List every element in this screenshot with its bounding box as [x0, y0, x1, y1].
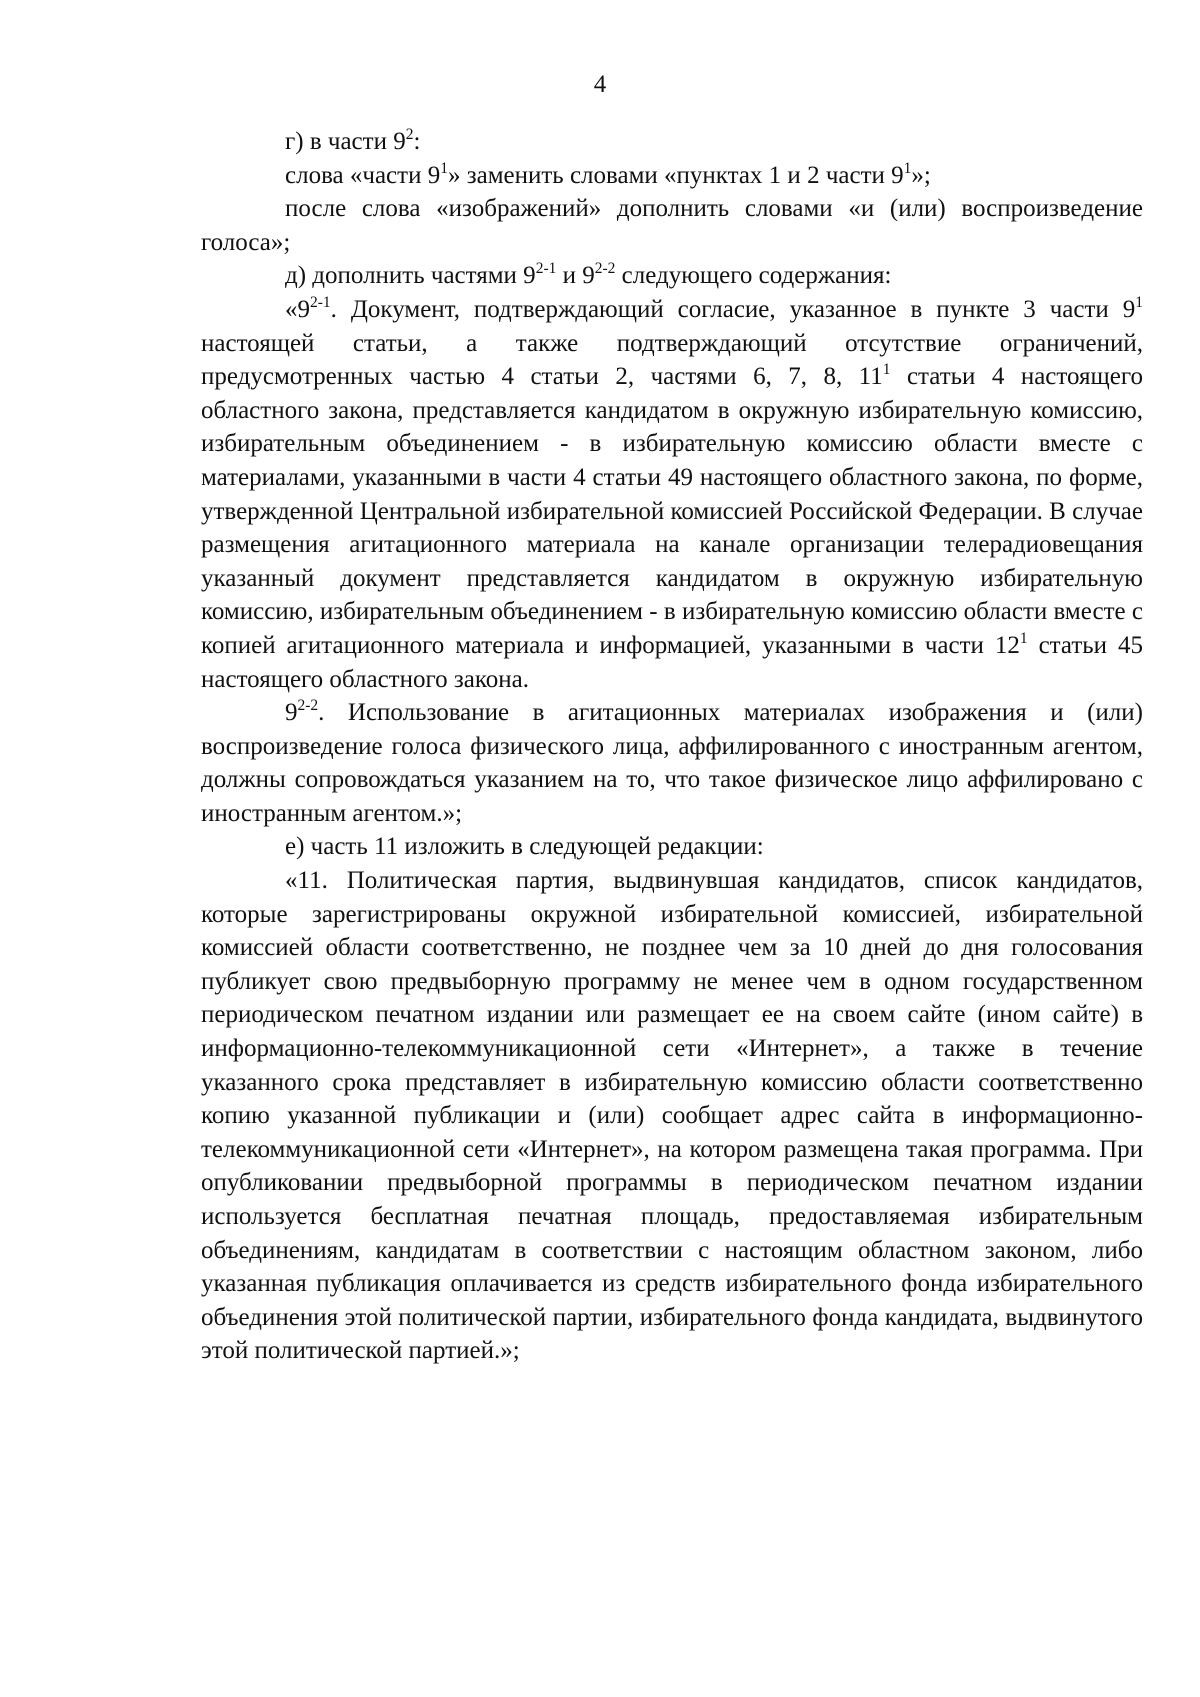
superscript: 2-2 — [297, 697, 319, 714]
paragraph — [201, 125, 1143, 159]
paragraph — [201, 159, 1143, 193]
superscript: 1 — [1019, 629, 1028, 647]
page-number: 4 — [593, 71, 607, 98]
text-run: д) дополнить частями 9 — [285, 262, 536, 290]
text-run: »; — [911, 161, 931, 189]
paragraph — [201, 259, 1143, 293]
superscript: 1 — [882, 361, 891, 379]
paragraph — [201, 192, 1143, 259]
text-run: после слова «изображений» дополнить словами «и (или) воспроизведение голоса»; — [201, 195, 1143, 256]
superscript: 1 — [903, 159, 912, 177]
text-run: . Документ, подтверждающий согласие, указанное в пункте 3 части 9 — [330, 295, 1136, 323]
paragraph — [201, 696, 1143, 830]
text-run: . Использование в агитационных материалах изображения и (или) воспроизведение голоса физического лица, аффилированного с иностранным агентом, должны сопровождаться указанием на то, что такое физическое лицо аффилировано с иностранным агентом.»; — [201, 699, 1143, 827]
text-run: 9 — [285, 699, 298, 727]
paragraph — [201, 293, 1143, 696]
text-run: следующего содержания: — [615, 262, 892, 290]
superscript: 2-1 — [310, 293, 331, 311]
text-run: «11. Политическая партия, выдвинувшая кандидатов, список кандидатов, которые зарегистрированы окружной избирательной комиссией, избирательной комиссией области соответственно, не позднее чем за 10 дней до дня голосования публикует свою предвыборную программу не менее чем в одном государственном периодическом печатном издании или размещает ее на своем сайте (ином сайте) в информационно-телекоммуникационной сети «Интернет», а также в течение указанного срока представляет в избирательную комиссию области соответственно копию указанной публикации и (или) сообщает адрес сайта в информационно-телекоммуникационной сети «Интернет», на котором размещена такая программа. При опубликовании предвыборной программы в периодическом печатном издании используется бесплатная печатная площадь, предоставляемая избирательным объединениям, кандидатам в соответствии с настоящим областном законом, либо указанная публикация оплачивается из средств избирательного фонда избирательного объединения этой политической партии, избирательного фонда кандидата, выдвинутого этой политической партией.»; — [201, 867, 1143, 1365]
text-run: г) в части 9 — [285, 128, 406, 155]
text-run: : — [413, 128, 421, 155]
text-run: настоящей статьи, а также подтверждающий отсутствие ограничений, предусмотренных частью 4 статьи 2, частями 6, 7, 8, 11 — [201, 329, 1143, 391]
text-run: «9 — [285, 295, 310, 323]
paragraph — [201, 830, 1143, 864]
superscript: 2-2 — [594, 260, 616, 278]
superscript: 1 — [1135, 293, 1143, 311]
superscript: 2-1 — [535, 260, 557, 278]
text-run: и 9 — [556, 262, 595, 290]
text-run: статьи 45 настоящего областного закона. — [201, 631, 1143, 693]
paragraph — [201, 864, 1143, 1368]
text-run: е) часть 11 изложить в следующей редакции: — [285, 833, 764, 861]
text-run: слова «части 9 — [285, 161, 441, 189]
superscript: 2 — [405, 125, 414, 143]
text-run: статьи 4 настоящего областного закона, представляется кандидатом в окружную избирательную комиссию, избирательным объединением - в избирательную комиссию области вместе с материалами, указанными в части 4 статьи 49 настоящего областного закона, по форме, утвержденной Центральной избирательной комиссией Российской Федерации. В случае размещения агитационного материала на канале организации телерадиовещания указанный документ представляется кандидатом в окружную избирательную комиссию, избирательным объединением - в избирательную комиссию области вместе с копией агитационного материала и информацией, указанными в части 12 — [201, 363, 1143, 659]
document-body — [201, 125, 1143, 1368]
text-run: » заменить словами «пунктах 1 и 2 части 9 — [447, 161, 904, 189]
superscript: 1 — [440, 159, 448, 177]
